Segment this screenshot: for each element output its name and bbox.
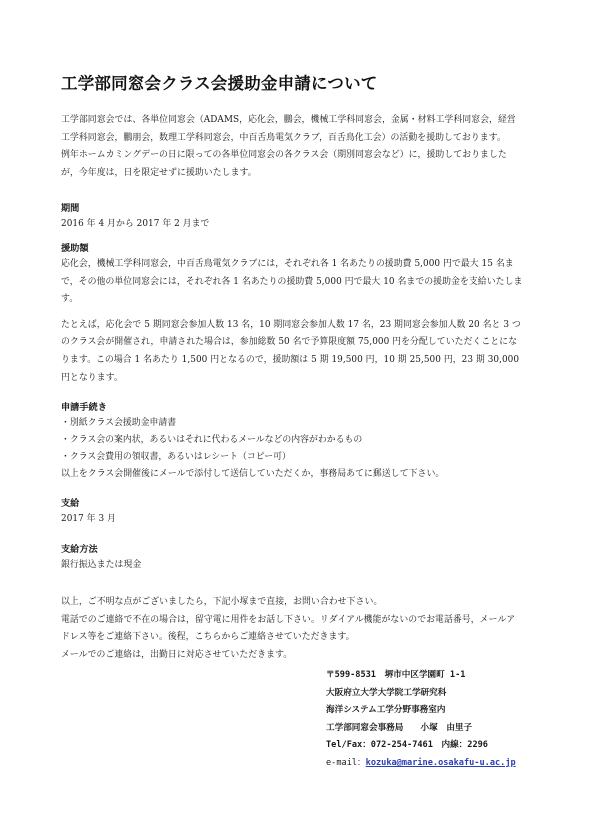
email-label: e-mail：	[326, 757, 366, 768]
period-text: 2016 年 4 月から 2017 年 2 月まで	[61, 219, 210, 230]
contact-office: 海洋システム工学分野事務室内	[326, 705, 446, 716]
contact-university: 大阪府立大学大学院工学研究科	[326, 687, 447, 698]
page-title: 工学部同窓会クラス会援助金申請について	[61, 74, 378, 93]
amount-paragraph-2: たとえば，応化会で 5 期同窓会参加人数 13 名，10 期同窓会参加人数 17 名，23 期同窓会参加人数 20 名と 3 つのクラス会が開催され，申請された場合は，参加総数 50 名で予算限度額 75,000 円を分配していただくことになります。この場合 1 名あたり 1,500 円となるので，援助額は 5 期 19,500 円，10 期 25,500 円，23 期 30,000 円となります。	[61, 319, 521, 383]
email-link[interactable]: kozuka@marine.osakafu-u.ac.jp	[365, 757, 516, 768]
contact-tel: Tel/Fax：072-254-7461 内線：2296	[326, 740, 488, 751]
section-amount	[61, 242, 523, 387]
closing-paragraph-3: メールでのご連絡は，出勤日に対応させていただきます。	[61, 650, 293, 661]
closing-paragraph-2: 電話でのご連絡で不在の場合は，留守電に用件をお話し下さい。リダイアル機能がないのでお電話番号，メールアドレス等をご連絡下さい。後程，こちらからご連絡させていただきます。	[61, 614, 516, 643]
contact-block	[326, 667, 566, 773]
section-period	[61, 202, 523, 234]
payment-text: 2017 年 3 月	[61, 514, 116, 525]
method-heading: 支給方法	[61, 543, 98, 555]
contact-email-line	[326, 755, 566, 773]
closing-section	[61, 594, 523, 664]
section-procedure	[61, 401, 523, 483]
contact-person: 工学部同窓会事務局 小塚 由里子	[326, 722, 473, 733]
procedure-heading: 申請手続き	[61, 402, 107, 414]
method-text: 銀行振込または現金	[61, 559, 142, 570]
payment-heading: 支給	[61, 498, 80, 510]
procedure-item-1: ・別紙クラス会援助金申請書	[61, 418, 177, 429]
amount-heading: 援助額	[61, 242, 89, 254]
period-heading: 期間	[61, 203, 80, 215]
procedure-note: 以上をクラス会開催後にメールで添付して送信していただくか，事務局あてに郵送して下さい。	[61, 468, 445, 479]
intro-paragraph-2: 例年ホームカミングデーの日に限っての各単位同窓会の各クラス会（期別同窓会など）に，援助しておりましたが，今年度は，日を限定せずに援助いたします。	[61, 150, 507, 178]
closing-paragraph-1: 以上，ご不明な点がございましたら，下記小塚まで直接，お問い合わせ下さい。	[61, 597, 383, 608]
section-payment	[61, 497, 523, 529]
intro-paragraph-1: 工学部同窓会では、各単位同窓会（ADAMS，応化会，鵬会，機械工学科同窓会，金属・材料工学科同窓会，経営工学科同窓会，鵬朋会，数理工学科同窓会，中百舌鳥電気クラブ，百舌鳥化工会）の活動を援助しております。	[61, 115, 516, 143]
procedure-item-2: ・クラス会の案内状，あるいはそれに代わるメールなどの内容がわかるもの	[61, 434, 363, 445]
contact-postal: 〒599-8531 堺市中区学園町 1-1	[326, 670, 466, 680]
procedure-item-3: ・クラス会費用の領収書，あるいはレシート（コピー可）	[61, 451, 291, 462]
document-body	[61, 70, 523, 665]
amount-paragraph-1: 応化会，機械工学科同窓会，中百舌鳥電気クラブには，それぞれ各 1 名あたりの援助費 5,000 円で最大 15 名まで，その他の単位同窓会には，それぞれ各 1 名あたりの援助費 5,000 円で最大 10 名までの援助金を支給いたします。	[61, 258, 523, 305]
section-method	[61, 543, 523, 575]
procedure-list	[61, 415, 523, 465]
